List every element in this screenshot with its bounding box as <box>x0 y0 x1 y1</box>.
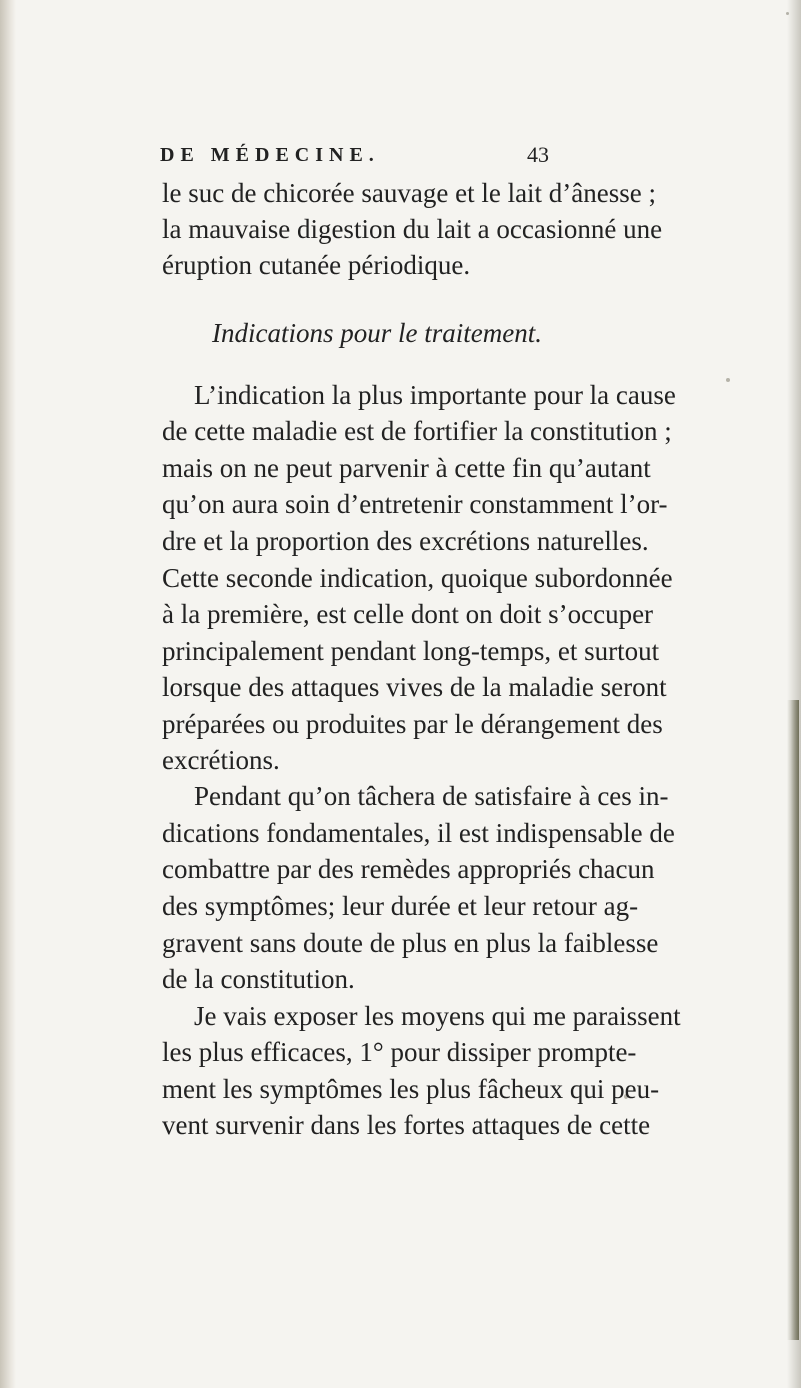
text-line: Cette seconde indication, quoique subordonnée <box>162 563 673 593</box>
binding-shadow <box>0 0 16 1388</box>
text-line: de cette maladie est de fortifier la constitution ; <box>162 416 672 446</box>
text-line: combattre par des remèdes appropriés chacun <box>162 854 655 884</box>
text-line: excrétions. <box>162 745 280 775</box>
text-line: dre et la proportion des excrétions naturelles. <box>162 526 649 556</box>
paper-speck <box>786 12 789 15</box>
text-line: Pendant qu’on tâchera de satisfaire à ces in- <box>194 781 669 811</box>
text-line: gravent sans doute de plus en plus la faiblesse <box>162 928 659 958</box>
paper-speck <box>726 378 730 382</box>
text-line: des symptômes; leur durée et leur retour ag- <box>162 891 639 921</box>
running-title: DE MÉDECINE. <box>160 144 380 166</box>
text-line: la mauvaise digestion du lait a occasionné une <box>162 214 663 244</box>
text-line: L’indication la plus importante pour la cause <box>194 380 676 410</box>
text-line: les plus efficaces, 1° pour dissiper prompte- <box>162 1037 637 1067</box>
text-line: dications fondamentales, il est indispensable de <box>162 818 675 848</box>
running-head <box>0 142 801 174</box>
text-line: préparées ou produites par le dérangement des <box>162 709 663 739</box>
text-line: à la première, est celle dont on doit s’occuper <box>162 599 654 629</box>
text-line: vent survenir dans les fortes attaques de cette <box>162 1110 651 1140</box>
text-line: le suc de chicorée sauvage et le lait d’ânesse ; <box>162 178 657 208</box>
text-line: éruption cutanée périodique. <box>162 250 471 280</box>
text-line: qu’on aura soin d’entretenir constamment l’or- <box>162 489 668 519</box>
text-line: Je vais exposer les moyens qui me paraissent <box>194 1001 681 1031</box>
text-line: ment les symptômes les plus fâcheux qui peu- <box>162 1074 660 1104</box>
text-line: de la constitution. <box>162 964 355 994</box>
page-number: 43 <box>527 142 549 167</box>
text-line: mais on ne peut parvenir à cette fin qu’autant <box>162 453 651 483</box>
text-line: principalement pendant long-temps, et surtout <box>162 636 660 666</box>
text-line: lorsque des attaques vives de la maladie seront <box>162 672 667 702</box>
section-heading: Indications pour le traitement. <box>212 318 542 348</box>
page-edge-stain <box>787 700 799 1340</box>
